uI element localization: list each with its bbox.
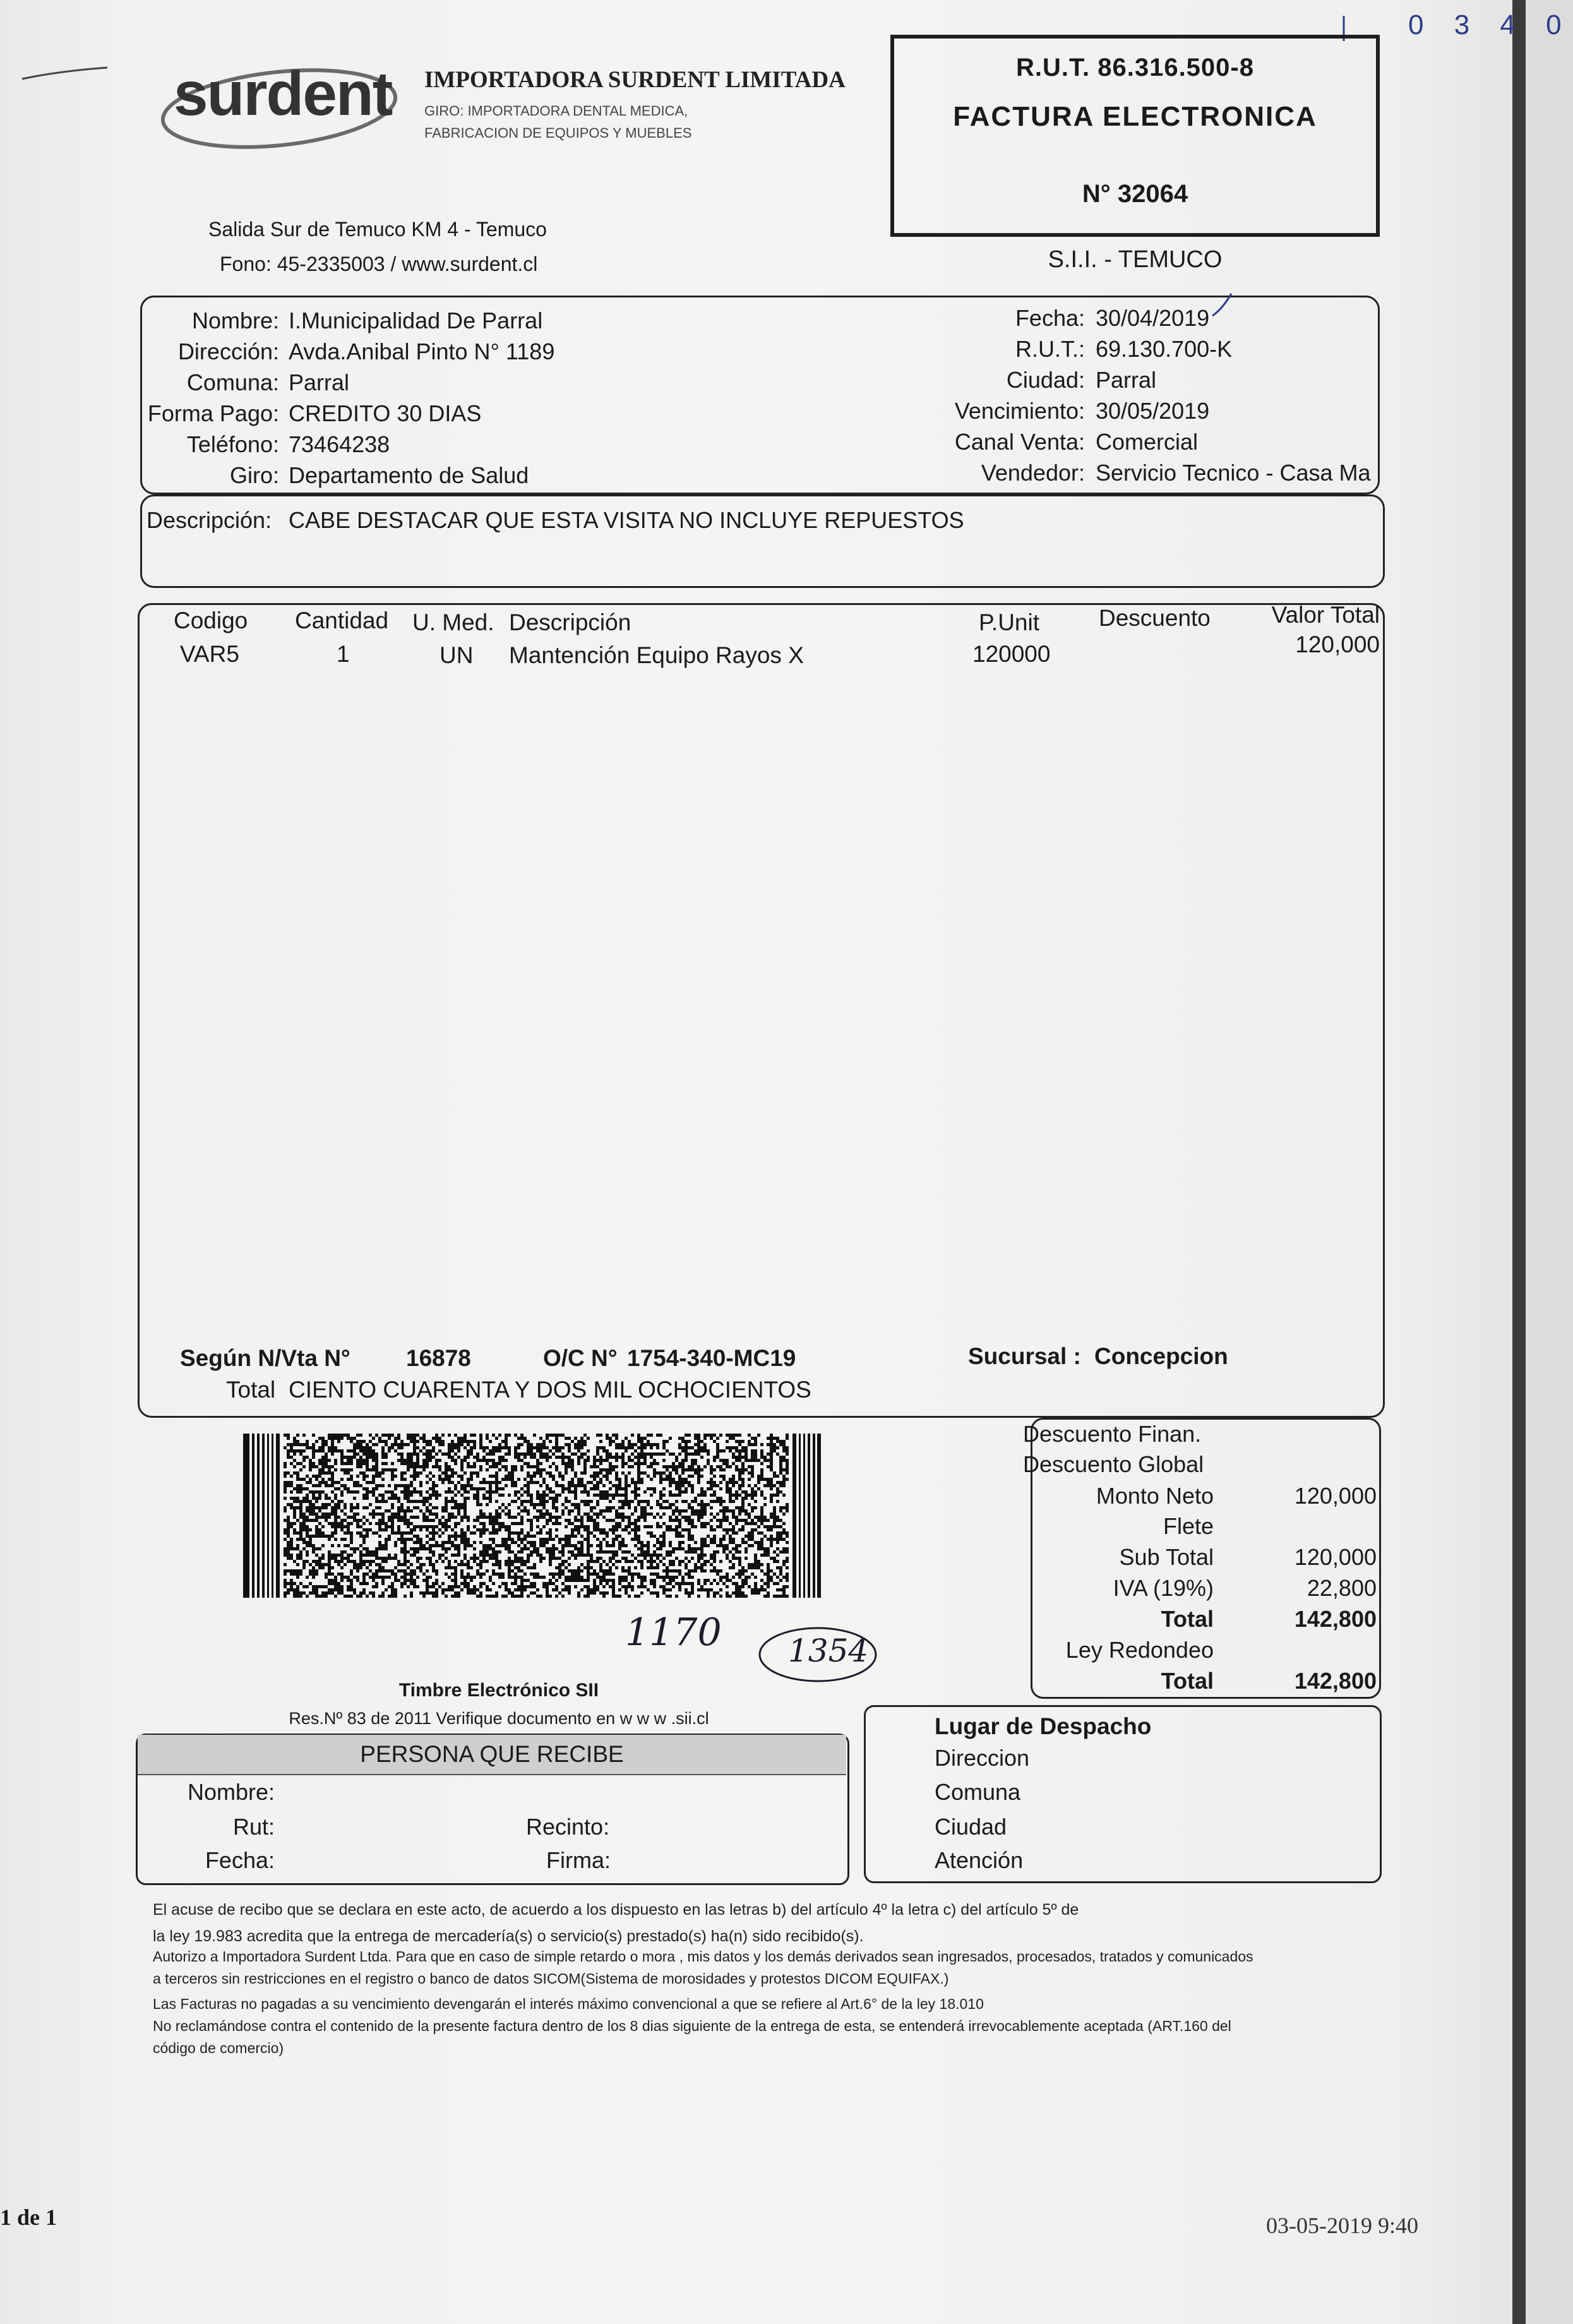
recibe-recinto-label: Recinto: — [526, 1814, 610, 1840]
client-comuna: Parral — [289, 369, 350, 395]
recibe-nombre-label: Nombre: — [187, 1779, 275, 1805]
col-descuento: Descuento — [1099, 605, 1211, 631]
col-umed: U. Med. — [412, 609, 494, 635]
scan-edge — [1512, 0, 1526, 2324]
nvta-label: Según N/Vta N° — [180, 1345, 350, 1371]
print-timestamp: 03-05-2019 9:40 — [1266, 2213, 1418, 2238]
oc-number: 1754-340-MC19 — [627, 1345, 796, 1371]
fecha-label: Fecha: — [1015, 305, 1085, 331]
iva-value: 22,800 — [1307, 1575, 1377, 1601]
legal-line-2: la ley 19.983 acredita que la entrega de mercadería(s) o servicio(s) prestado(s) ha(n) sido recibido(s). — [153, 1927, 864, 1945]
check-mark — [1209, 290, 1235, 322]
descripcion-text: CABE DESTACAR QUE ESTA VISITA NO INCLUYE REPUESTOS — [289, 507, 964, 533]
page-count: 1 de 1 — [0, 2205, 57, 2230]
legal-line-7: código de comercio) — [153, 2040, 284, 2056]
company-giro-2: FABRICACION DE EQUIPOS Y MUEBLES — [424, 125, 692, 141]
monto-neto-label: Monto Neto — [1096, 1483, 1214, 1509]
logo-wordmark: surdent — [174, 59, 392, 128]
despacho-atencion: Atención — [935, 1847, 1024, 1873]
descripcion-label: Descripción: — [147, 507, 272, 533]
client-vendedor: Servicio Tecnico - Casa Ma — [1096, 460, 1371, 486]
client-vencimiento: 30/05/2019 — [1096, 398, 1210, 424]
row-codigo: VAR5 — [180, 641, 239, 667]
company-contact: Fono: 45-2335003 / www.surdent.cl — [220, 253, 538, 275]
row-valor-total: 120,000 — [1295, 632, 1380, 657]
legal-line-6: No reclamándose contra el contenido de la presente factura dentro de los 8 dias siguiente de la entrega de esta, se entenderá irrevocablemente aceptada (ART.160 del — [153, 2018, 1231, 2034]
issuer-rut: R.U.T. 86.316.500-8 — [1016, 54, 1254, 81]
invoice-number: N° 32064 — [1082, 180, 1188, 208]
recibe-rut-label: Rut: — [232, 1814, 275, 1840]
row-punit: 120000 — [972, 641, 1051, 667]
col-punit: P.Unit — [979, 609, 1039, 635]
col-cantidad: Cantidad — [295, 608, 389, 633]
despacho-title: Lugar de Despacho — [935, 1713, 1152, 1739]
nombre-label: Nombre: — [191, 308, 279, 333]
vendedor-label: Vendedor: — [981, 460, 1085, 486]
timbre-title: Timbre Electrónico SII — [398, 1680, 599, 1701]
client-fecha: 30/04/2019 — [1096, 305, 1210, 331]
client-ciudad: Parral — [1096, 367, 1157, 393]
direccion-label: Dirección: — [177, 338, 279, 364]
ley-redondeo-label: Ley Redondeo — [1065, 1637, 1214, 1663]
total-words: CIENTO CUARENTA Y DOS MIL OCHOCIENTOS — [289, 1377, 811, 1403]
client-telefono: 73464238 — [289, 431, 390, 457]
canal-label: Canal Venta: — [954, 429, 1085, 455]
sub-total-label: Sub Total — [1119, 1544, 1214, 1570]
legal-line-4: a terceros sin restricciones en el registro o banco de datos SICOM(Sistema de morosidades y protestos DICOM EQUIFAX.) — [153, 1970, 949, 1987]
client-direccion: Avda.Anibal Pinto N° 1189 — [289, 338, 555, 364]
sucursal-label: Sucursal : — [968, 1343, 1081, 1369]
total2-label: Total — [1161, 1668, 1214, 1694]
client-forma-pago: CREDITO 30 DIAS — [289, 400, 482, 426]
client-rut: 69.130.700-K — [1096, 336, 1233, 362]
despacho-comuna: Comuna — [935, 1779, 1021, 1805]
pen-mark — [19, 60, 114, 85]
vencimiento-label: Vencimiento: — [954, 398, 1085, 424]
total-value: 142,800 — [1294, 1606, 1377, 1632]
recibe-firma-label: Firma: — [546, 1847, 611, 1873]
col-descripcion: Descripción — [509, 609, 631, 635]
rut-label: R.U.T.: — [1015, 336, 1085, 362]
nvta-number: 16878 — [406, 1345, 471, 1371]
legal-line-5: Las Facturas no pagadas a su vencimiento devengarán el interés máximo convencional a que se refiere al Art.6° de la ley 18.010 — [153, 1996, 984, 2012]
ciudad-label: Ciudad: — [1006, 367, 1085, 393]
total-words-label: Total — [226, 1377, 276, 1403]
company-address: Salida Sur de Temuco KM 4 - Temuco — [208, 218, 547, 241]
corner-number: 0 3 4 0 — [1408, 9, 1573, 40]
col-codigo: Codigo — [174, 608, 248, 633]
client-nombre: I.Municipalidad De Parral — [289, 308, 543, 333]
legal-line-1: El acuse de recibo que se declara en este acto, de acuerdo a los dispuesto en las letras b) del artículo 4º la letra c) del artículo 5º de — [153, 1901, 1079, 1919]
sucursal-value: Concepcion — [1094, 1343, 1228, 1369]
recibe-fecha-label: Fecha: — [205, 1847, 275, 1873]
giro-label: Giro: — [229, 462, 279, 488]
client-canal: Comercial — [1096, 429, 1199, 455]
legal-line-3: Autorizo a Importadora Surdent Ltda. Para que en caso de simple retardo o mora , mis datos y los demás derivados sean ingresados, procesados, tratados y comunicados — [153, 1948, 1253, 1965]
company-giro-1: GIRO: IMPORTADORA DENTAL MEDICA, — [424, 103, 688, 119]
items-box — [138, 603, 1385, 1418]
handwritten-note-1: 1170 — [625, 1610, 722, 1655]
despacho-direccion: Direccion — [935, 1745, 1030, 1771]
company-name: IMPORTADORA SURDENT LIMITADA — [424, 67, 846, 93]
timbre-res: Res.Nº 83 de 2011 Verifique documento en w w w .sii.cl — [289, 1709, 709, 1728]
sii-office: S.I.I. - TEMUCO — [1048, 246, 1223, 273]
pdf417-barcode — [243, 1434, 821, 1598]
monto-neto-value: 120,000 — [1294, 1483, 1377, 1509]
document-type: FACTURA ELECTRONICA — [953, 101, 1317, 132]
oc-label: O/C N° — [543, 1345, 618, 1371]
col-valor-total: Valor Total — [1271, 602, 1380, 628]
total-label: Total — [1161, 1606, 1214, 1632]
row-umed: UN — [440, 642, 474, 668]
forma-pago-label: Forma Pago: — [147, 400, 279, 426]
descuento-global-label: Descuento Global — [1023, 1451, 1204, 1477]
descuento-finan-label: Descuento Finan. — [1023, 1421, 1202, 1447]
row-descripcion: Mantención Equipo Rayos X — [509, 642, 804, 668]
sub-total-value: 120,000 — [1294, 1544, 1377, 1570]
client-giro: Departamento de Salud — [289, 462, 529, 488]
telefono-label: Teléfono: — [186, 431, 279, 457]
iva-label: IVA (19%) — [1113, 1575, 1214, 1601]
despacho-ciudad: Ciudad — [935, 1814, 1007, 1840]
flete-label: Flete — [1163, 1513, 1214, 1539]
handwritten-note-2: 1354 — [788, 1632, 869, 1669]
recibe-title: PERSONA QUE RECIBE — [360, 1741, 624, 1767]
row-cantidad: 1 — [337, 641, 350, 667]
total2-value: 142,800 — [1294, 1668, 1377, 1694]
comuna-label: Comuna: — [186, 369, 279, 395]
